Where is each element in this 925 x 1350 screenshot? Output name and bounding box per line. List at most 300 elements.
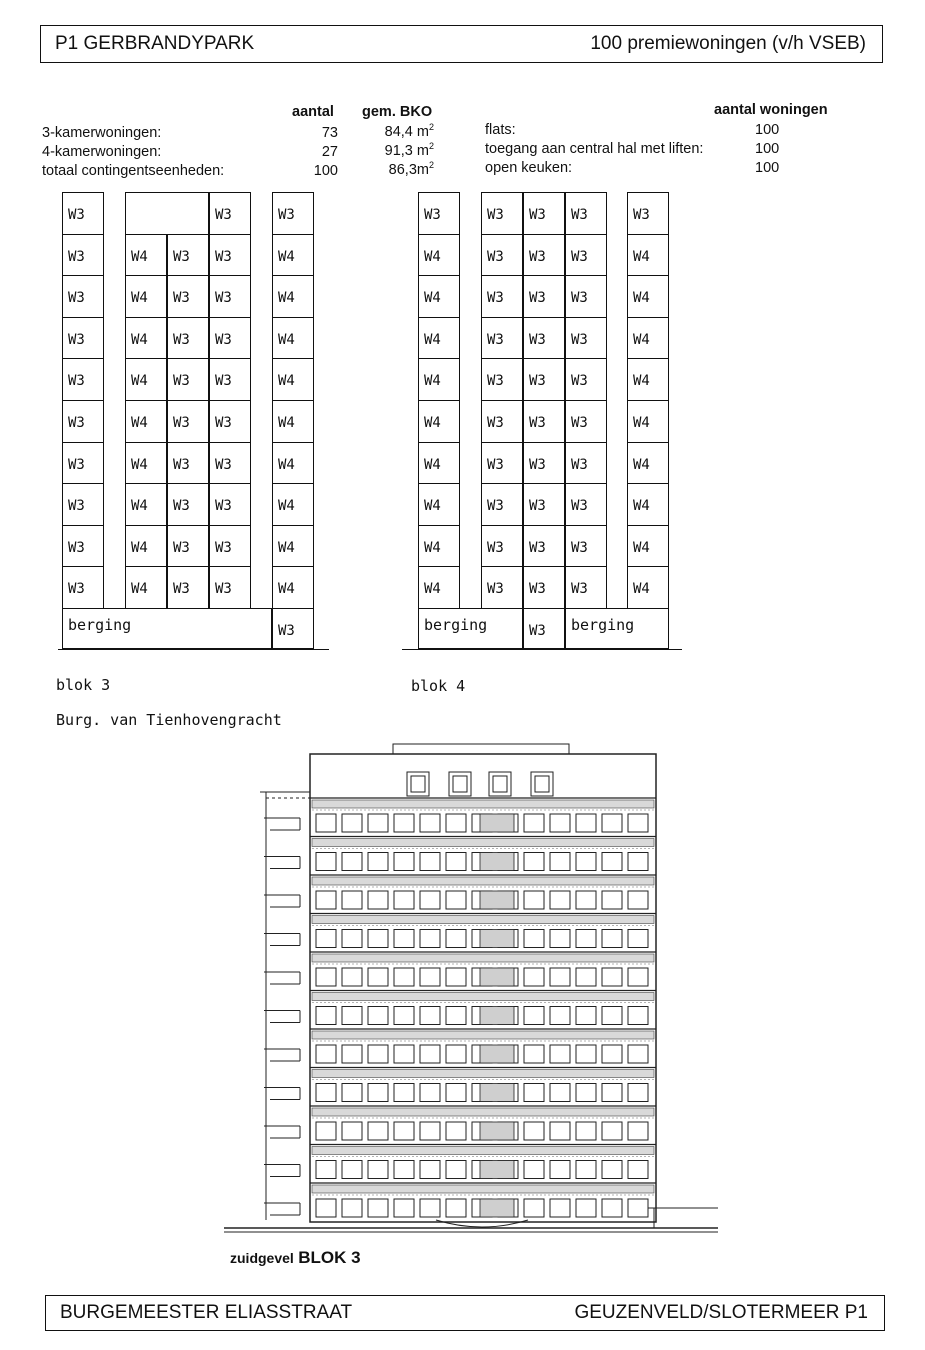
unit-cell-w4 [125,442,167,485]
unit-cell-w3 [167,358,209,401]
unit-cell-w4 [418,275,460,318]
unit-label: W3 [529,539,546,556]
unit-cell-w3 [523,358,565,401]
window [524,968,544,986]
unit-label: W3 [529,623,546,639]
unit-cell-w4 [125,358,167,401]
window [420,930,440,948]
unit-cell-w4 [627,566,669,609]
fact-value: 100 [755,160,780,176]
unit-label: W3 [571,539,588,556]
unit-cell-w3 [272,608,314,649]
window [394,1161,414,1179]
unit-label: W3 [529,498,546,515]
window [550,814,570,832]
unit-label: W4 [278,581,295,598]
unit-cell-w3 [167,234,209,277]
row-bko: $86,3m^2$ [388,160,434,178]
unit-label: W3 [278,207,295,223]
window [524,1084,544,1102]
unit-label: W4 [424,581,441,598]
unit-cell-w4 [125,317,167,360]
window [550,1045,570,1063]
street-title: BURGEMEESTER ELIASSTRAAT [60,1302,353,1323]
window [342,1161,362,1179]
unit-cell-w3 [62,317,104,360]
unit-cell-w3 [523,483,565,526]
unit-label: W3 [633,207,650,223]
window [550,1084,570,1102]
unit-label: W3 [571,456,588,473]
unit-label: W3 [571,207,588,223]
window [368,853,388,871]
unit-label: W3 [68,456,85,473]
unit-cell-w4 [125,566,167,609]
unit-cell-w3 [481,400,523,443]
unit-cell-w3 [481,358,523,401]
window [628,1084,648,1102]
unit-cell-w3 [481,442,523,485]
window [342,814,362,832]
window [368,814,388,832]
window [368,1199,388,1217]
unit-label: W3 [68,248,85,265]
unit-label: W4 [131,456,148,473]
unit-label: W3 [571,498,588,515]
unit-label: W4 [131,498,148,515]
unit-label: W3 [68,539,85,556]
unit-cell-w4 [418,442,460,485]
unit-cell-w4 [125,234,167,277]
unit-label: W4 [131,539,148,556]
unit-label: W3 [529,290,546,307]
unit-cell-w4 [272,400,314,443]
unit-cell-w4 [418,566,460,609]
balcony-band [312,1185,654,1193]
window [420,891,440,909]
window [420,1007,440,1025]
unit-label: W3 [173,290,190,307]
railing [480,930,514,948]
unit-cell-w4 [418,234,460,277]
window [550,891,570,909]
unit-label: W3 [571,581,588,598]
unit-label: W3 [215,415,232,431]
unit-label: W4 [278,248,295,265]
railing [480,1084,514,1102]
unit-cell-w3 [523,525,565,568]
window [446,1199,466,1217]
window [316,930,336,948]
balcony-band [312,877,654,885]
window [628,1199,648,1217]
unit-cell-w3 [272,192,314,235]
unit-cell-w4 [418,525,460,568]
unit-label: W3 [68,581,85,598]
window [368,1161,388,1179]
row-bko: 84,4 $m^2$ [384,122,434,140]
unit-label: W3 [68,331,85,348]
unit-label: W3 [215,539,232,556]
unit-cell-w3 [62,192,104,235]
window [602,930,622,948]
unit-label: W4 [633,290,650,307]
window [342,1084,362,1102]
unit-cell-w4 [125,483,167,526]
unit-label: W4 [278,290,295,307]
unit-label: W3 [68,498,85,515]
elevation-caption [230,1248,361,1268]
balcony-band [312,993,654,1001]
window [550,968,570,986]
window [316,853,336,871]
unit-label: W3 [173,581,190,598]
unit-cell-w3 [167,442,209,485]
row-label: 4-kamerwoningen: [42,144,162,160]
unit-label: W3 [215,456,232,473]
window [394,1122,414,1140]
window [602,1199,622,1217]
row-bko: 91,3 $m^2$ [384,141,434,159]
roof-structure [393,744,569,754]
row-count: 73 [321,125,338,141]
window [576,1084,596,1102]
window [394,1199,414,1217]
unit-label: W3 [487,207,504,223]
unit-label: W4 [278,539,295,556]
unit-label: W4 [424,539,441,556]
window [628,1122,648,1140]
window [524,1122,544,1140]
window [602,814,622,832]
window [628,814,648,832]
unit-label: W4 [131,415,148,431]
elevation-caption-big: BLOK 3 [298,1248,361,1267]
district-title: GEUZENVELD/SLOTERMEER P1 [574,1302,868,1323]
unit-label: W3 [487,539,504,556]
unit-cell-w3 [209,234,251,277]
row-count: 100 [313,163,338,179]
window [628,891,648,909]
window [628,1045,648,1063]
window [550,1199,570,1217]
window [576,1161,596,1179]
window [420,1199,440,1217]
unit-cell-w3 [481,566,523,609]
unit-label: W3 [487,290,504,307]
window [368,1122,388,1140]
balcony-band [312,800,654,808]
unit-cell-w3 [209,192,251,235]
unit-label: W4 [131,373,148,390]
unit-label: W3 [571,415,588,431]
window [602,853,622,871]
window [550,930,570,948]
window [628,1007,648,1025]
unit-cell-w3 [167,317,209,360]
unit-label: W3 [487,456,504,473]
balcony-band [312,1070,654,1078]
window [316,1161,336,1179]
window [446,891,466,909]
fact-value: 100 [755,122,780,138]
unit-label: W3 [68,373,85,390]
window [316,968,336,986]
project-title: P1 GERBRANDYPARK [55,33,255,54]
window [342,1007,362,1025]
unit-label: berging [68,616,132,634]
unit-cell-w3 [209,525,251,568]
unit-label: W3 [487,581,504,598]
unit-label: W3 [529,248,546,265]
window [446,1161,466,1179]
railing [480,1199,514,1217]
unit-cell-w3 [523,400,565,443]
unit-cell-w3 [565,192,607,235]
unit-label: berging [571,616,635,634]
window [576,1007,596,1025]
unit-cell-w4 [272,358,314,401]
unit-cell-w3 [209,566,251,609]
window [342,853,362,871]
unit-cell-w3 [62,442,104,485]
window [446,930,466,948]
unit-label: W3 [529,456,546,473]
unit-cell-w3 [62,566,104,609]
unit-label: W3 [215,207,232,223]
unit-cell-w3 [523,192,565,235]
window [524,853,544,871]
window [524,1199,544,1217]
window [342,1199,362,1217]
window [420,1161,440,1179]
unit-label: W4 [633,581,650,598]
storage-cell [565,608,669,649]
window [420,1122,440,1140]
window [394,814,414,832]
unit-cell-w3 [523,566,565,609]
unit-label: W3 [571,331,588,348]
railing [480,1122,514,1140]
window [576,930,596,948]
unit-cell-w3 [627,192,669,235]
railing [480,1161,514,1179]
unit-cell-w3 [523,608,565,649]
unit-label: W4 [278,456,295,473]
unit-cell-w4 [418,400,460,443]
window [394,1084,414,1102]
unit-cell-w3 [565,358,607,401]
window [628,1161,648,1179]
unit-cell-w4 [272,442,314,485]
unit-label: W4 [633,498,650,515]
unit-cell-w3 [481,234,523,277]
balcony-band [312,1031,654,1039]
unit-label: W4 [131,248,148,265]
unit-cell-w4 [627,400,669,443]
window [342,891,362,909]
unit-label: W3 [487,331,504,348]
unit-cell-w4 [627,483,669,526]
unit-cell-w3 [565,275,607,318]
unit-cell-w4 [272,483,314,526]
window [394,1045,414,1063]
window [576,1122,596,1140]
unit-cell-w3 [565,317,607,360]
unit-cell-w3 [418,192,460,235]
window [316,1122,336,1140]
row-label: 3-kamerwoningen: [42,125,162,141]
unit-label: W4 [278,373,295,390]
window [342,968,362,986]
unit-label: W3 [487,498,504,515]
unit-cell-w4 [125,275,167,318]
unit-cell-w4 [418,358,460,401]
unit-label: W4 [424,415,441,431]
window [524,1161,544,1179]
unit-cell-w3 [481,483,523,526]
ground-line [402,649,682,650]
unit-label: W4 [424,290,441,307]
window [524,814,544,832]
blok-4-label: blok 4 [411,677,466,695]
unit-cell-w3 [62,483,104,526]
fact-label: toegang aan central hal met liften: [485,141,704,157]
window [524,891,544,909]
unit-label: W3 [173,539,190,556]
unit-cell-w3 [209,275,251,318]
window [394,853,414,871]
unit-cell-w3 [523,317,565,360]
storage-cell [418,608,523,649]
window [524,1045,544,1063]
window [576,814,596,832]
window [576,1199,596,1217]
unit-cell-w4 [627,358,669,401]
unit-label: W3 [173,415,190,431]
col-header-bko: gem. BKO [362,104,433,120]
window [316,814,336,832]
unit-cell-w3 [565,525,607,568]
railing [480,891,514,909]
unit-cell-w4 [272,566,314,609]
balcony-band [312,954,654,962]
unit-label: W3 [529,207,546,223]
unit-cell-w3 [167,483,209,526]
window [576,853,596,871]
unit-label: W3 [487,373,504,390]
unit-cell-w3 [209,358,251,401]
window [628,930,648,948]
unit-cell-w4 [627,317,669,360]
railing [480,1045,514,1063]
unit-cell-w3 [167,275,209,318]
unit-cell-w3 [167,566,209,609]
balcony-band [312,1108,654,1116]
unit-cell-w4 [627,234,669,277]
header-frame [40,25,883,63]
project-subtitle: 100 premiewoningen (v/h VSEB) [590,33,866,54]
unit-label: W4 [633,373,650,390]
unit-cell-w4 [627,275,669,318]
window [420,1045,440,1063]
unit-label: W3 [529,331,546,348]
window [394,891,414,909]
unit-cell-w3 [62,275,104,318]
unit-label: W3 [529,581,546,598]
window [446,1122,466,1140]
void-cell [125,192,209,235]
window [602,968,622,986]
unit-cell-w3 [565,234,607,277]
window [342,1122,362,1140]
unit-cell-w3 [209,317,251,360]
unit-cell-w3 [167,525,209,568]
window [316,1199,336,1217]
unit-cell-w3 [62,234,104,277]
unit-label: W4 [131,581,148,598]
unit-label: W3 [571,248,588,265]
unit-cell-w3 [209,400,251,443]
unit-label: W3 [215,581,232,598]
col-header-count: aantal [292,104,334,120]
unit-label: W3 [529,373,546,390]
unit-label: W4 [278,415,295,431]
row-label: totaal contingentseenheden: [42,163,225,179]
unit-label: W3 [68,207,85,223]
unit-label: W4 [424,331,441,348]
window [550,853,570,871]
facade-floors [264,798,656,1217]
window [394,1007,414,1025]
unit-cell-w3 [481,525,523,568]
unit-label: W4 [424,248,441,265]
unit-label: W3 [571,290,588,307]
window [602,1045,622,1063]
unit-label: W3 [173,373,190,390]
window [368,968,388,986]
window [524,1007,544,1025]
window [602,891,622,909]
window [550,1007,570,1025]
unit-label: W3 [68,290,85,307]
unit-label: W3 [68,415,85,431]
unit-cell-w3 [523,234,565,277]
storage-cell [62,608,272,649]
unit-cell-w4 [272,234,314,277]
unit-label: W3 [173,498,190,515]
fact-label: flats: [485,122,516,138]
window [446,814,466,832]
blok-3-label: blok 3 [56,676,111,694]
unit-cell-w3 [209,483,251,526]
unit-cell-w4 [272,317,314,360]
window [316,891,336,909]
window [628,853,648,871]
window [524,930,544,948]
unit-label: W4 [424,456,441,473]
unit-cell-w3 [565,400,607,443]
unit-label: W4 [278,331,295,348]
railing [480,968,514,986]
window [342,1045,362,1063]
row-count: 27 [321,144,338,160]
col-header-woningen: aantal woningen [714,102,828,118]
window [368,930,388,948]
unit-label: W4 [633,456,650,473]
window [602,1084,622,1102]
unit-label: W3 [215,373,232,390]
